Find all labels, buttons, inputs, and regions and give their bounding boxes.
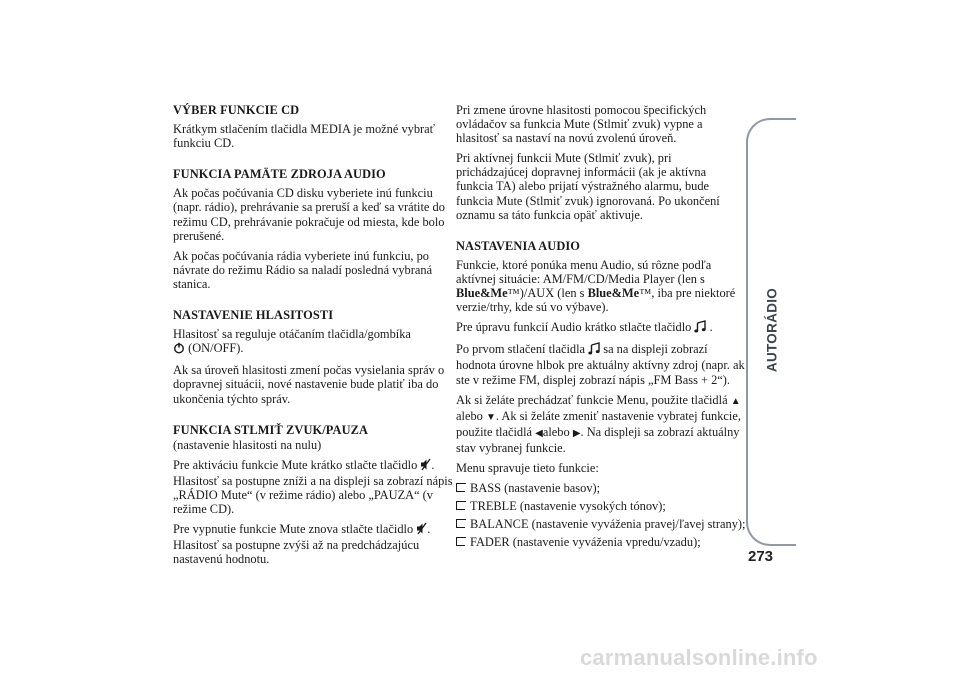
left-column [173, 103, 456, 572]
text: Po prvom stlačení tlačidla [456, 342, 586, 357]
paragraph-audio-button [456, 320, 746, 336]
text: . [709, 320, 713, 335]
page-number: 273 [748, 548, 774, 565]
paragraph: Ak počas počúvania CD disku vyberiete inú funkciu (napr. rádio), prehrávanie sa preruší a keď sa vrátite do režimu CD, prehrávanie pokračuje od miesta, kde bolo prerušené. [173, 186, 445, 243]
heading-audio-settings: NASTAVENIA AUDIO [456, 238, 581, 253]
triangle-up-icon: ▲ [730, 395, 741, 407]
text: ™, iba pre niektoré verzie/trhy, kde sú vo výbave). [456, 286, 736, 315]
text: . Hlasitosť sa postupne zníži a na displeji sa zobrazí nápis „RÁDIO Mute“ (v režime rádio) alebo „PAUZA“ (v režime CD). [173, 457, 453, 517]
power-knob-icon [173, 342, 185, 357]
text: (ON/OFF). [188, 341, 244, 356]
list-item [456, 499, 746, 513]
list-item [456, 517, 746, 531]
list-item-text: BASS (nastavenie basov); [470, 481, 601, 496]
right-column [456, 103, 746, 553]
text: Pre aktiváciu funkcie Mute krátko stlačte tlačidlo [173, 457, 418, 472]
paragraph-first-press [456, 342, 746, 386]
paragraph: Krátkym stlačením tlačidla MEDIA je možné vybrať funkciu CD. [173, 122, 435, 151]
text: ™)/AUX (len s [507, 286, 588, 301]
paragraph: Pri zmene úrovne hlasitosti pomocou špecifických ovládačov sa funkcia Mute (Stlmiť zvuk) vypne a hlasitosť sa nastaví na novú zvolenú úroveň. [456, 103, 707, 146]
heading-cd-select: VÝBER FUNKCIE CD [173, 103, 300, 117]
mute-speaker-icon [416, 522, 427, 538]
text: . Hlasitosť sa postupne zvýši až na predchádzajúcu nastavenú hodnotu. [173, 522, 431, 567]
music-note-icon [694, 320, 706, 336]
section-tab-label: AUTORÁDIO [764, 287, 780, 373]
list-item-text: TREBLE (nastavenie vysokých tónov); [470, 499, 666, 514]
text: Hlasitosť sa reguluje otáčaním tlačidla/gombíka [173, 327, 411, 342]
text: Ak si želáte prechádzať funkcie Menu, použite tlačidlá [456, 392, 728, 407]
paragraph-mute-on [173, 458, 456, 516]
music-note-icon [588, 342, 600, 358]
checkbox-bullet-icon [456, 537, 465, 546]
brand-text: Blue&Me [456, 286, 508, 301]
checkbox-bullet-icon [456, 519, 465, 528]
checkbox-bullet-icon [456, 483, 465, 492]
heading-mute: FUNKCIA STLMIŤ ZVUK/PAUZA [173, 422, 369, 437]
text: . Na displeji sa zobrazí aktuálny stav vybranej funkcie. [456, 424, 740, 455]
list-item-text: BALANCE (nastavenie vyváženia pravej/ľavej strany); [470, 517, 746, 532]
paragraph: Ak sa úroveň hlasitosti zmení počas vysielania správ o dopravnej situácii, nové nastavenie bude platiť iba do ukončenia týchto správ. [173, 363, 445, 406]
paragraph-mute-off [173, 522, 456, 566]
text: Pre úpravu funkcií Audio krátko stlačte tlačidlo [456, 320, 692, 335]
mute-speaker-icon [420, 458, 431, 474]
triangle-down-icon: ▼ [485, 411, 496, 423]
watermark: carmanualsonline.info [580, 645, 818, 670]
text: . Ak si želáte zmeniť nastavenie vybratej funkcie, použite tlačidlá [456, 408, 741, 439]
paragraph-volume [173, 327, 456, 357]
paragraph-audio-menu [456, 258, 746, 314]
text: sa na displeji zobrazí hodnota úrovne hlbok pre aktuálny aktívny zdroj (napr. ak ste v režime FM, displej zobrazí nápis „FM Bass + 2“). [456, 342, 745, 387]
paragraph: Ak počas počúvania rádia vyberiete inú funkciu, po návrate do režimu Rádio sa naladí posledná vybraná stanica. [173, 248, 433, 291]
list-item [456, 535, 746, 549]
paragraph: Menu spravuje tieto funkcie: [456, 460, 599, 475]
list-item-text: FADER (nastavenie vyváženia vpredu/vzadu); [470, 535, 701, 550]
text: alebo [542, 424, 570, 439]
checkbox-bullet-icon [456, 501, 465, 510]
paragraph: (nastavenie hlasitosti na nulu) [173, 437, 322, 452]
text: Pre vypnutie funkcie Mute znova stlačte tlačidlo [173, 522, 414, 537]
paragraph: Pri aktívnej funkcii Mute (Stlmiť zvuk), pri prichádzajúcej dopravnej informácii (ak je aktívna funkcia TA) alebo prijatí výstražného alarmu, bude funkcia Mute (Stlmiť zvuk) ignorovaná. Po ukončení oznamu sa táto funkcia opäť aktivuje. [456, 151, 720, 222]
list-item [456, 481, 746, 495]
heading-volume: NASTAVENIE HLASITOSTI [173, 308, 334, 323]
triangle-right-icon: ▶ [572, 427, 581, 439]
text: Funkcie, ktoré ponúka menu Audio, sú rôzne podľa aktívnej situácie: AM/FM/CD/Media Player (len s [456, 257, 712, 286]
paragraph-navigation [456, 393, 746, 455]
brand-text: Blue&Me [587, 286, 640, 301]
text: alebo [456, 408, 483, 423]
triangle-left-icon: ◀ [535, 427, 543, 439]
heading-source-memory: FUNKCIA PAMÄTE ZDROJA AUDIO [173, 167, 386, 182]
